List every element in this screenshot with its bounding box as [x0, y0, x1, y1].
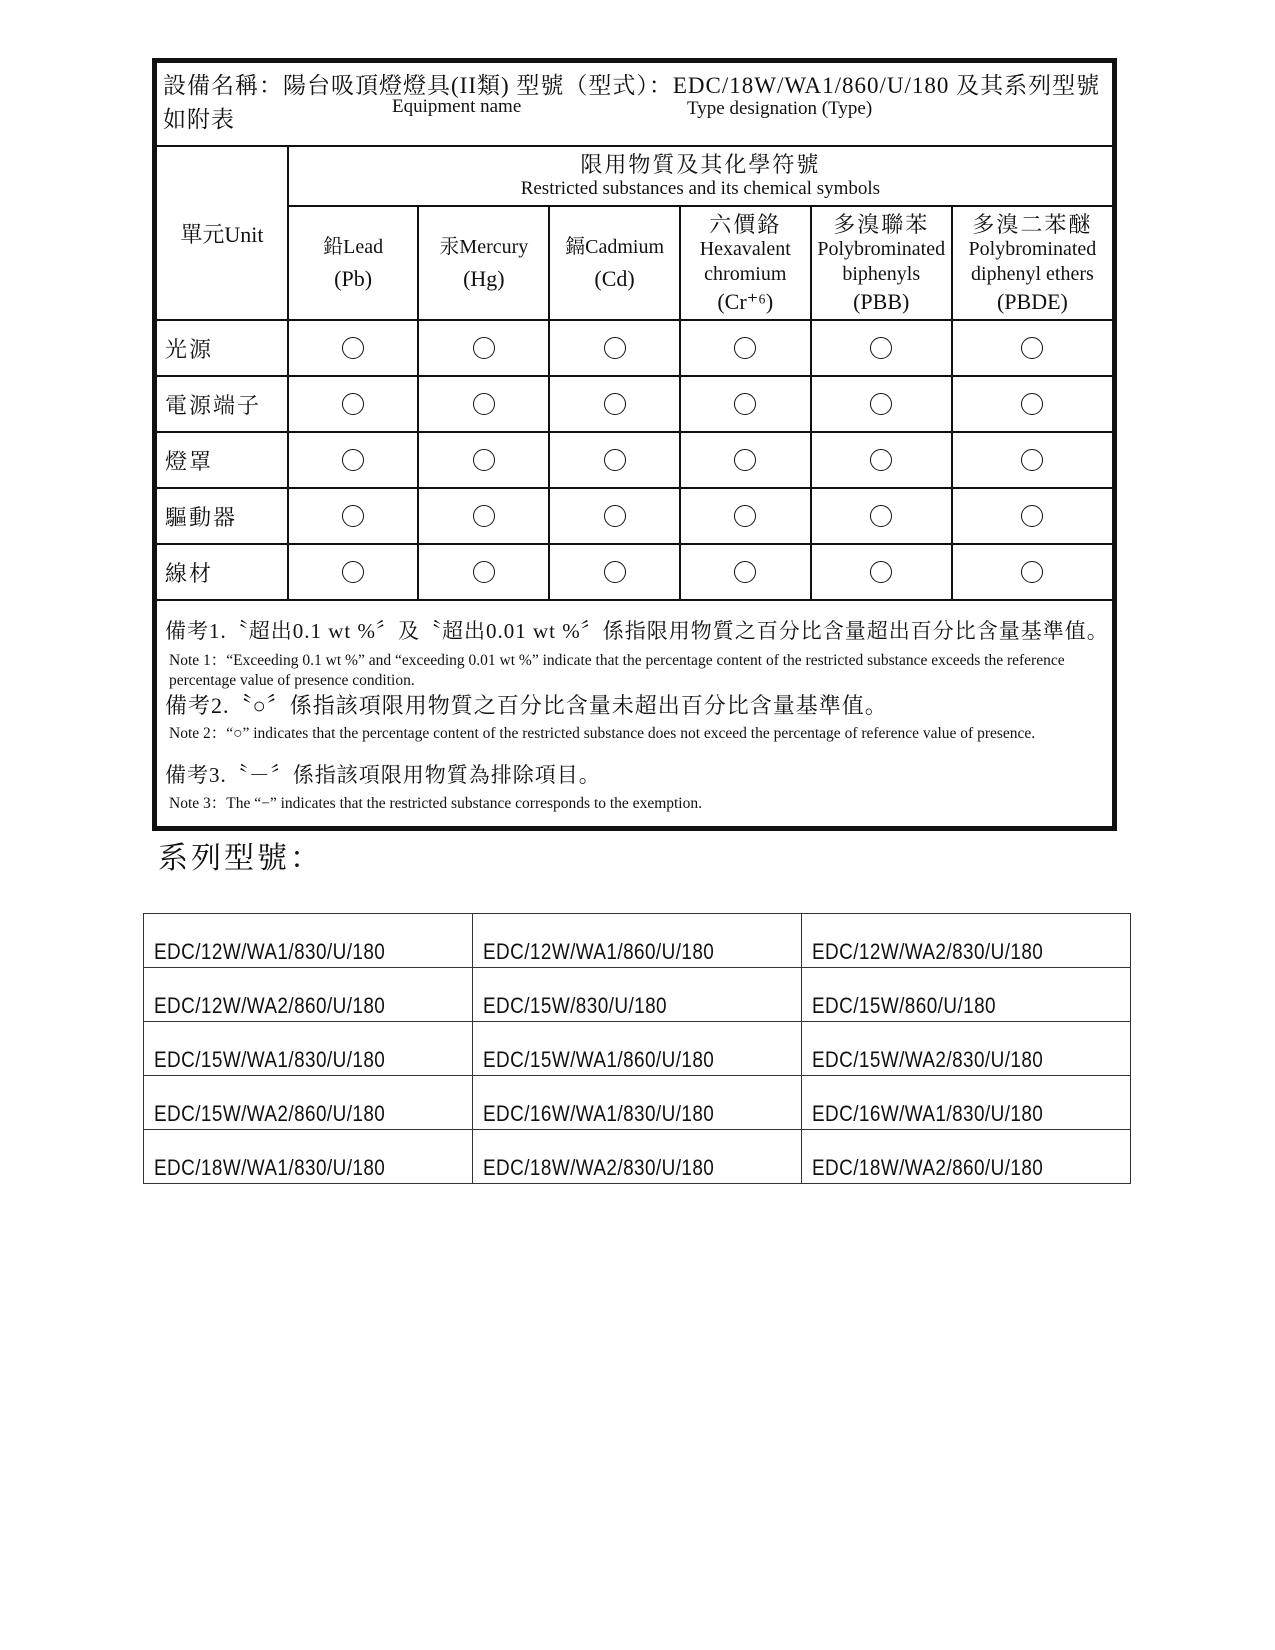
table-row	[156, 488, 1113, 544]
compliance-cell	[549, 488, 680, 544]
series-title: 系列型號：	[158, 842, 323, 875]
compliance-cell	[952, 376, 1113, 432]
circle-mark-icon	[604, 561, 626, 583]
substance-symbol: (Cr⁺⁶)	[717, 289, 774, 314]
table-row	[144, 914, 1131, 968]
compliance-cell	[811, 544, 952, 600]
circle-mark-icon	[473, 449, 495, 471]
compliance-cell	[952, 544, 1113, 600]
equipment-name-en: Equipment name	[392, 96, 522, 117]
model-cell	[473, 1076, 802, 1130]
circle-mark-icon	[604, 449, 626, 471]
compliance-cell	[952, 320, 1113, 376]
substance-symbol: (PBDE)	[996, 289, 1068, 314]
substance-header	[418, 206, 549, 320]
model-number: EDC/12W/WA1/860/U/180	[483, 939, 715, 964]
circle-mark-icon	[342, 393, 364, 415]
substance-name: 鉛Lead	[323, 236, 384, 258]
model-cell	[144, 914, 473, 968]
model-number: EDC/12W/WA2/860/U/180	[154, 993, 386, 1018]
circle-mark-icon	[1021, 393, 1043, 415]
substance-symbol: (PBB)	[853, 289, 910, 314]
circle-mark-icon	[473, 337, 495, 359]
equipment-header	[156, 62, 1113, 146]
model-cell	[473, 914, 802, 968]
compliance-cell	[680, 544, 811, 600]
part-name: 光源	[156, 320, 288, 376]
compliance-cell	[288, 376, 419, 432]
compliance-cell	[288, 488, 419, 544]
substance-name: Hexavalent chromium	[699, 238, 791, 285]
compliance-cell	[288, 320, 419, 376]
series-models-table	[143, 913, 1131, 1184]
restricted-substances-header	[288, 146, 1113, 206]
substance-header	[288, 206, 419, 320]
compliance-cell	[418, 544, 549, 600]
compliance-cell	[680, 376, 811, 432]
substance-header-row	[156, 206, 1113, 320]
compliance-cell	[680, 488, 811, 544]
compliance-cell	[680, 320, 811, 376]
model-number: EDC/15W/WA1/860/U/180	[483, 1047, 715, 1072]
model-cell	[473, 1130, 802, 1184]
model-number: EDC/12W/WA2/830/U/180	[812, 939, 1044, 964]
model-number: EDC/15W/830/U/180	[483, 993, 667, 1018]
substance-name: 鎘Cadmium	[565, 236, 664, 258]
restricted-title-zh: 限用物質及其化學符號	[580, 152, 821, 177]
circle-mark-icon	[870, 561, 892, 583]
table-row	[144, 968, 1131, 1022]
compliance-cell	[811, 488, 952, 544]
model-number: EDC/18W/WA1/830/U/180	[154, 1155, 386, 1180]
substance-name: Polybrominated diphenyl ethers	[968, 238, 1097, 285]
circle-mark-icon	[473, 561, 495, 583]
circle-mark-icon	[870, 337, 892, 359]
circle-mark-icon	[473, 393, 495, 415]
compliance-cell	[680, 432, 811, 488]
table-row	[156, 320, 1113, 376]
substance-name: 汞Mercury	[439, 236, 529, 258]
parts-body	[156, 320, 1113, 600]
model-number: EDC/15W/WA2/830/U/180	[812, 1047, 1044, 1072]
restricted-title-en: Restricted substances and its chemical symbols	[520, 178, 881, 199]
note1-zh: 備考1.〝超出0.1 wt %〞及〝超出0.01 wt %〞係指限用物質之百分比含量超出百分比含量基準值。	[165, 619, 1109, 643]
compliance-cell	[418, 432, 549, 488]
circle-mark-icon	[1021, 337, 1043, 359]
circle-mark-icon	[870, 505, 892, 527]
substance-name: Polybrominated biphenyls	[817, 238, 946, 285]
substance-name-zh: 六價鉻	[709, 212, 782, 237]
model-number: EDC/18W/WA2/830/U/180	[483, 1155, 715, 1180]
rohs-declaration-table	[152, 58, 1117, 831]
compliance-cell	[288, 544, 419, 600]
model-number: EDC/16W/WA1/830/U/180	[483, 1101, 715, 1126]
part-name: 電源端子	[156, 376, 288, 432]
equipment-line-zh: 設備名稱：陽台吸頂燈燈具(II類) 型號（型式）：EDC/18W/WA1/860/U/180 及其系列型號 如附表	[163, 73, 1101, 132]
circle-mark-icon	[1021, 505, 1043, 527]
circle-mark-icon	[734, 449, 756, 471]
model-number: EDC/12W/WA1/830/U/180	[154, 939, 386, 964]
circle-mark-icon	[734, 393, 756, 415]
model-number: EDC/15W/WA2/860/U/180	[154, 1101, 386, 1126]
circle-mark-icon	[734, 561, 756, 583]
circle-mark-icon	[734, 505, 756, 527]
circle-mark-icon	[1021, 449, 1043, 471]
compliance-cell	[549, 320, 680, 376]
substance-symbol: (Hg)	[463, 266, 505, 291]
model-cell	[802, 1130, 1131, 1184]
circle-mark-icon	[473, 505, 495, 527]
model-cell	[473, 1022, 802, 1076]
compliance-cell	[288, 432, 419, 488]
table-row	[144, 1130, 1131, 1184]
circle-mark-icon	[342, 337, 364, 359]
part-name: 驅動器	[156, 488, 288, 544]
substance-name-zh: 多溴聯苯	[833, 212, 930, 237]
note3-zh: 備考3.〝－〞係指該項限用物質為排除項目。	[165, 763, 601, 787]
substance-name-zh: 多溴二苯醚	[972, 212, 1093, 237]
model-cell	[802, 968, 1131, 1022]
substance-header	[680, 206, 811, 320]
note1-en: Note 1：“Exceeding 0.1 wt %” and “exceeding 0.01 wt %” indicate that the percentage content of the restricted substance exceeds the reference percentage value of presence condition.	[169, 652, 1065, 689]
circle-mark-icon	[870, 393, 892, 415]
type-designation-en: Type designation (Type)	[687, 98, 873, 119]
substance-header	[549, 206, 680, 320]
model-cell	[144, 1022, 473, 1076]
compliance-cell	[952, 432, 1113, 488]
model-cell	[802, 914, 1131, 968]
compliance-cell	[811, 432, 952, 488]
model-number: EDC/18W/WA2/860/U/180	[812, 1155, 1044, 1180]
compliance-cell	[811, 376, 952, 432]
substance-symbol: (Cd)	[594, 266, 635, 291]
compliance-cell	[549, 376, 680, 432]
model-cell	[473, 968, 802, 1022]
model-cell	[802, 1022, 1131, 1076]
model-cell	[144, 1130, 473, 1184]
table-row	[156, 376, 1113, 432]
note2-en: Note 2：“○” indicates that the percentage content of the restricted substance does not exceed the percentage of reference value of presence.	[169, 725, 1036, 742]
compliance-cell	[549, 432, 680, 488]
circle-mark-icon	[342, 561, 364, 583]
unit-label: 單元Unit	[156, 146, 288, 320]
table-row	[144, 1076, 1131, 1130]
part-name: 線材	[156, 544, 288, 600]
note2-zh: 備考2.〝○〞係指該項限用物質之百分比含量未超出百分比含量基準值。	[165, 693, 888, 718]
model-cell	[802, 1076, 1131, 1130]
substance-header	[811, 206, 952, 320]
compliance-cell	[952, 488, 1113, 544]
notes	[156, 600, 1113, 827]
note3-en: Note 3：The “−” indicates that the restricted substance corresponds to the exemption.	[169, 795, 702, 812]
model-cell	[144, 1076, 473, 1130]
circle-mark-icon	[342, 505, 364, 527]
compliance-cell	[549, 544, 680, 600]
model-number: EDC/15W/860/U/180	[812, 993, 996, 1018]
circle-mark-icon	[604, 337, 626, 359]
compliance-cell	[811, 320, 952, 376]
substance-symbol: (Pb)	[334, 266, 373, 291]
table-row	[144, 1022, 1131, 1076]
compliance-cell	[418, 376, 549, 432]
circle-mark-icon	[1021, 561, 1043, 583]
circle-mark-icon	[342, 449, 364, 471]
substance-header	[952, 206, 1113, 320]
circle-mark-icon	[734, 337, 756, 359]
compliance-cell	[418, 488, 549, 544]
circle-mark-icon	[604, 393, 626, 415]
table-row	[156, 432, 1113, 488]
model-number: EDC/16W/WA1/830/U/180	[812, 1101, 1044, 1126]
model-cell	[144, 968, 473, 1022]
circle-mark-icon	[604, 505, 626, 527]
model-number: EDC/15W/WA1/830/U/180	[154, 1047, 386, 1072]
part-name: 燈罩	[156, 432, 288, 488]
circle-mark-icon	[870, 449, 892, 471]
table-row	[156, 544, 1113, 600]
compliance-cell	[418, 320, 549, 376]
